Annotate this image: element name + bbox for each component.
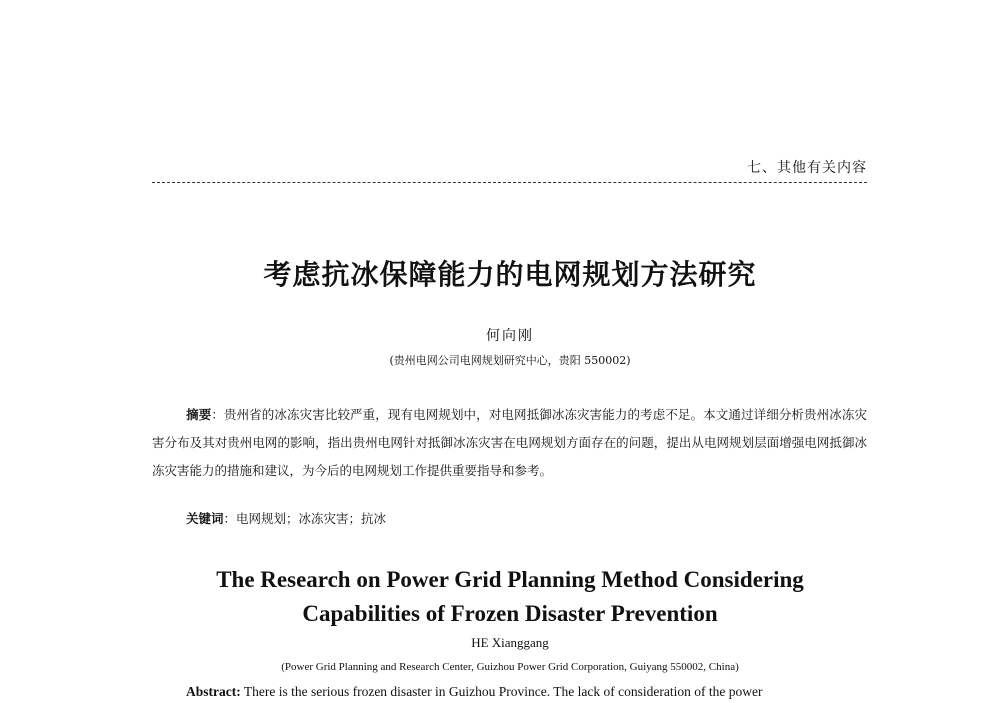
chinese-abstract-label: 摘要 — [186, 407, 212, 422]
chinese-keywords-label: 关键词 — [186, 511, 224, 526]
chinese-abstract-text: ：贵州省的冰冻灾害比较严重，现有电网规划中，对电网抵御冰冻灾害能力的考虑不足。本文通过详细分析贵州冰冻灾害分布及其对贵州电网的影响，指出贵州电网针对抵御冰冻灾害在电网规划方面存在的问题，提出从电网规划层面增强电网抵御冰冻灾害能力的措施和建议，为今后的电网规划工作提供重要指导和参考。 — [152, 407, 867, 478]
english-author: HE Xianggang — [471, 635, 549, 650]
english-abstract — [186, 684, 886, 700]
english-abstract-text: There is the serious frozen disaster in Guizhou Province. The lack of consideration of the power — [240, 684, 763, 699]
english-affiliation: (Power Grid Planning and Research Center, Guizhou Power Grid Corporation, Guiyang 550002, China) — [281, 661, 739, 673]
chinese-author: 何向刚 — [486, 328, 534, 344]
chinese-keywords — [186, 509, 386, 527]
header-rule — [152, 182, 867, 183]
chinese-affiliation: (贵州电网公司电网规划研究中心，贵阳 550002) — [389, 354, 631, 367]
english-title — [0, 563, 1000, 631]
english-abstract-label: Abstract: — [186, 684, 241, 699]
section-header: 七、其他有关内容 — [747, 160, 867, 176]
chinese-title: 考虑抗冰保障能力的电网规划方法研究 — [263, 258, 757, 291]
english-title-line2: Capabilities of Frozen Disaster Prevention — [302, 601, 718, 626]
chinese-keywords-text: ：电网规划；冰冻灾害；抗冰 — [223, 511, 387, 526]
chinese-abstract — [152, 401, 867, 485]
english-title-line1: The Research on Power Grid Planning Method Considering — [216, 567, 804, 592]
